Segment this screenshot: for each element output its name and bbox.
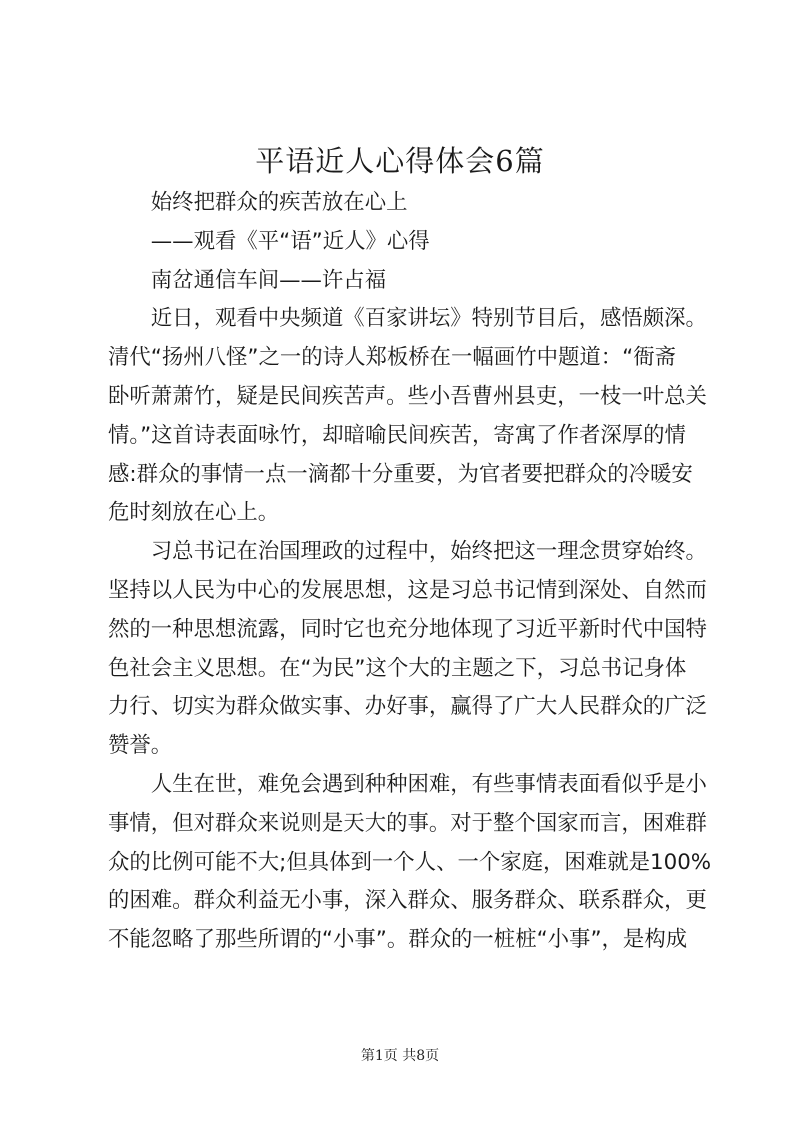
body-line: 人生在世，难免会遇到种种困难，有些事情表面看似乎是小 [108, 771, 707, 797]
body-line: 坚持以人民为中心的发展思想，这是习总书记情到深处、自然而 [108, 577, 707, 603]
body-line: 感:群众的事情一点一滴都十分重要，为官者要把群众的冷暖安 [108, 461, 693, 487]
body-line: 情。”这首诗表面咏竹，却暗喻民间疾苦，寄寓了作者深厚的情 [108, 422, 686, 448]
body-line: 力行、切实为群众做实事、办好事，赢得了广大人民群众的广泛 [108, 694, 707, 720]
body-line: 赞誉。 [108, 733, 173, 759]
page-footer: 第1页 共8页 [360, 1048, 440, 1064]
document-title: 平语近人心得体会6篇 [255, 144, 545, 178]
body-line: 然的一种思想流露，同时它也充分地体现了习近平新时代中国特 [108, 616, 707, 642]
body-line: ——观看《平“语”近人》心得 [108, 228, 430, 254]
body-line: 色社会主义思想。在“为民”这个大的主题之下，习总书记身体 [108, 655, 687, 681]
body-line: 始终把群众的疾苦放在心上 [108, 190, 408, 215]
body-line: 众的比例可能不大;但具体到一个人、一个家庭，困难就是100% [108, 849, 712, 875]
body-line: 的困难。群众利益无小事，深入群众、服务群众、联系群众，更 [108, 888, 707, 914]
body-line: 事情，但对群众来说则是天大的事。对于整个国家而言，困难群 [108, 810, 707, 836]
body-line: 不能忽略了那些所谓的“小事”。群众的一桩桩“小事”，是构成 [108, 927, 688, 953]
body-line: 南岔通信车间——许占福 [108, 267, 387, 293]
body-line: 危时刻放在心上。 [108, 500, 280, 526]
body-line: 习总书记在治国理政的过程中，始终把这一理念贯穿始终。 [108, 539, 707, 565]
document-body [108, 184, 712, 960]
body-line: 清代“扬州八怪”之一的诗人郑板桥在一幅画竹中题道：“衙斋 [108, 345, 677, 371]
body-line: 卧听萧萧竹，疑是民间疾苦声。些小吾曹州县吏，一枝一叶总关 [108, 383, 707, 409]
body-line: 近日，观看中央频道《百家讲坛》特别节目后，感悟颇深。 [108, 306, 707, 332]
